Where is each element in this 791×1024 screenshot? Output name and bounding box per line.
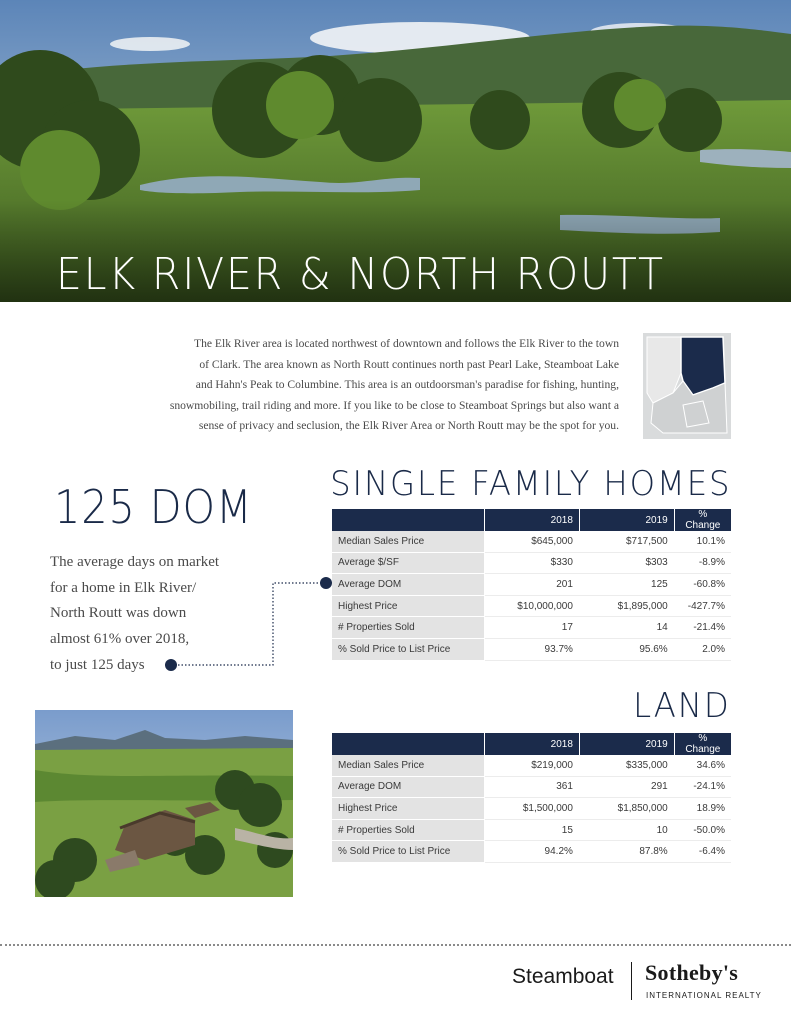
dom-text-line: North Routt was down (50, 605, 187, 622)
cell-change: -24.1% (674, 776, 731, 798)
column-header: 2019 (579, 733, 674, 755)
column-header (332, 509, 485, 531)
cell-change: 2.0% (674, 638, 731, 660)
row-label: Average DOM (332, 574, 485, 596)
table-header-row (332, 733, 731, 755)
cell-change: -8.9% (674, 552, 731, 574)
dom-highlight-number: 125 DOM (54, 480, 253, 534)
table-row (332, 755, 731, 776)
dom-text-line: almost 61% over 2018, (50, 631, 190, 648)
cell-2019: 291 (579, 776, 674, 798)
cell-2018: $10,000,000 (485, 595, 580, 617)
cell-2018: $219,000 (485, 755, 580, 776)
table-header-row (332, 509, 731, 531)
cell-2019: 14 (579, 617, 674, 639)
cell-change: 18.9% (674, 798, 731, 820)
column-header: % Change (674, 733, 731, 755)
table-row (332, 638, 731, 660)
cell-2019: 10 (579, 819, 674, 841)
cell-2018: $330 (485, 552, 580, 574)
table-row (332, 841, 731, 863)
cell-2019: $1,895,000 (579, 595, 674, 617)
cell-2018: $645,000 (485, 531, 580, 552)
dom-text-line: to just 125 days (50, 656, 145, 673)
hero-banner (0, 0, 791, 302)
table-row (332, 531, 731, 552)
intro-line: and Hahn's Peak to Columbine. This area is an outdoorsman's paradise for fishing, hunting, (195, 378, 619, 392)
cell-2019: 95.6% (579, 638, 674, 660)
cell-change: -6.4% (674, 841, 731, 863)
dom-text-line: The average days on market (50, 554, 220, 570)
row-label: % Sold Price to List Price (332, 638, 485, 660)
cell-2019: $717,500 (579, 531, 674, 552)
single-family-table (332, 509, 731, 661)
area-map-thumbnail (643, 333, 731, 439)
brand-steamboat: Steamboat (512, 965, 614, 988)
property-aerial-photo (35, 710, 293, 897)
dom-text-line: for a home in Elk River/ (50, 579, 197, 596)
land-table (332, 733, 731, 863)
table-row (332, 776, 731, 798)
table-row (332, 552, 731, 574)
cell-2019: 87.8% (579, 841, 674, 863)
row-label: Average DOM (332, 776, 485, 798)
intro-paragraph (99, 334, 619, 437)
intro-line: of Clark. The area known as North Routt continues north past Pearl Lake, Steamboat Lake (199, 357, 619, 371)
brand-sothebys-logo: Sotheby's (645, 960, 739, 985)
cell-change: -21.4% (674, 617, 731, 639)
table-row (332, 574, 731, 596)
page-title: ELK RIVER & NORTH ROUTT (56, 249, 665, 300)
intro-line: sense of privacy and seclusion, the Elk River Area or North Routt may be the spot for you. (198, 419, 619, 433)
cell-2019: $1,850,000 (579, 798, 674, 820)
column-header: 2018 (485, 733, 580, 755)
cell-2019: 125 (579, 574, 674, 596)
row-label: Median Sales Price (332, 531, 485, 552)
brand-divider (631, 962, 632, 1000)
table-row (332, 798, 731, 820)
row-label: Median Sales Price (332, 755, 485, 776)
column-header: 2018 (485, 509, 580, 531)
row-label: # Properties Sold (332, 819, 485, 841)
single-family-heading: SINGLE FAMILY HOMES (329, 464, 731, 504)
callout-dot-start (320, 577, 332, 589)
cell-2019: $335,000 (579, 755, 674, 776)
cell-2018: 361 (485, 776, 580, 798)
cell-2018: 15 (485, 819, 580, 841)
intro-line: snowmobiling, trail riding and more. If you like to be close to Steamboat Springs but also want a (169, 398, 619, 412)
cell-2018: $1,500,000 (485, 798, 580, 820)
table-row (332, 819, 731, 841)
cell-change: -60.8% (674, 574, 731, 596)
cell-2018: 17 (485, 617, 580, 639)
cell-2018: 201 (485, 574, 580, 596)
row-label: Highest Price (332, 595, 485, 617)
land-heading: LAND (633, 686, 731, 726)
brand-sothebys-subtitle: INTERNATIONAL REALTY (646, 991, 762, 1000)
intro-line: The Elk River area is located northwest of downtown and follows the Elk River to the town (193, 337, 619, 350)
row-label: % Sold Price to List Price (332, 841, 485, 863)
table-row (332, 617, 731, 639)
row-label: Highest Price (332, 798, 485, 820)
row-label: # Properties Sold (332, 617, 485, 639)
cell-2019: $303 (579, 552, 674, 574)
cell-2018: 93.7% (485, 638, 580, 660)
footer-divider (0, 944, 791, 946)
dom-highlight-text (50, 550, 280, 679)
cell-change: -50.0% (674, 819, 731, 841)
column-header: % Change (674, 509, 731, 531)
row-label: Average $/SF (332, 552, 485, 574)
column-header: 2019 (579, 509, 674, 531)
cell-change: 10.1% (674, 531, 731, 552)
column-header (332, 733, 485, 755)
cell-2018: 94.2% (485, 841, 580, 863)
cell-change: 34.6% (674, 755, 731, 776)
cell-change: -427.7% (674, 595, 731, 617)
table-row (332, 595, 731, 617)
